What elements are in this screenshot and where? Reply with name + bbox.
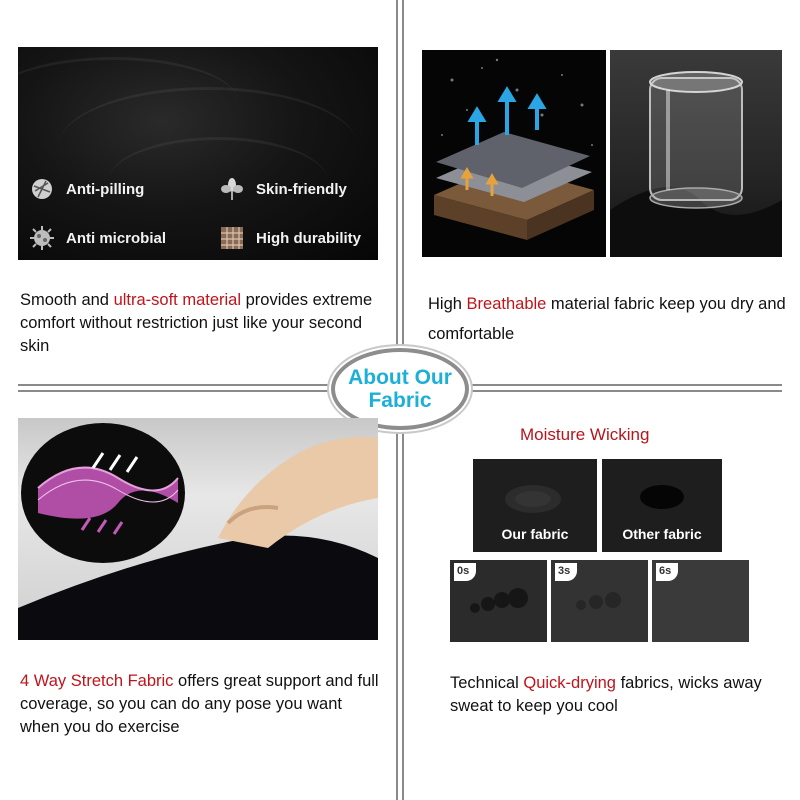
our-fabric-tile: Our fabric <box>473 459 597 552</box>
caption-quick-drying: Technical Quick-drying fabrics, wicks away sweat to keep you cool <box>450 674 762 715</box>
drying-6s-tile: 6s <box>652 560 749 642</box>
breathable-layers-illustration <box>422 50 606 257</box>
stretch-fabric-image <box>18 418 378 640</box>
about-fabric-badge: About Our Fabric <box>331 348 469 430</box>
water-glass-on-fabric-image <box>610 50 782 257</box>
caption-breathable: High Breathable material fabric keep you dry and comfortable <box>428 295 786 343</box>
caption-soft-material: Smooth and ultra-soft material provides extreme comfort without restriction just like your second skin <box>20 291 373 355</box>
yarn-ball-icon <box>28 175 56 203</box>
fabric-swatch-icon <box>218 224 246 252</box>
flower-icon <box>218 175 246 203</box>
soft-fabric-image <box>18 47 378 260</box>
drying-3s-tile: 3s <box>551 560 648 642</box>
moisture-wicking-title: Moisture Wicking <box>520 425 650 444</box>
other-fabric-tile: Other fabric <box>602 459 722 552</box>
caption-stretch: 4 Way Stretch Fabric offers great support and full coverage, so you can do any pose you want when you do exercise <box>20 672 379 736</box>
feature-high-durability: High durability <box>218 224 361 252</box>
feature-skin-friendly: Skin-friendly <box>218 175 347 203</box>
drying-0s-tile: 0s <box>450 560 547 642</box>
feature-anti-microbial: Anti microbial <box>28 224 166 252</box>
feature-anti-pilling: Anti-pilling <box>28 175 144 203</box>
microbe-icon <box>28 224 56 252</box>
